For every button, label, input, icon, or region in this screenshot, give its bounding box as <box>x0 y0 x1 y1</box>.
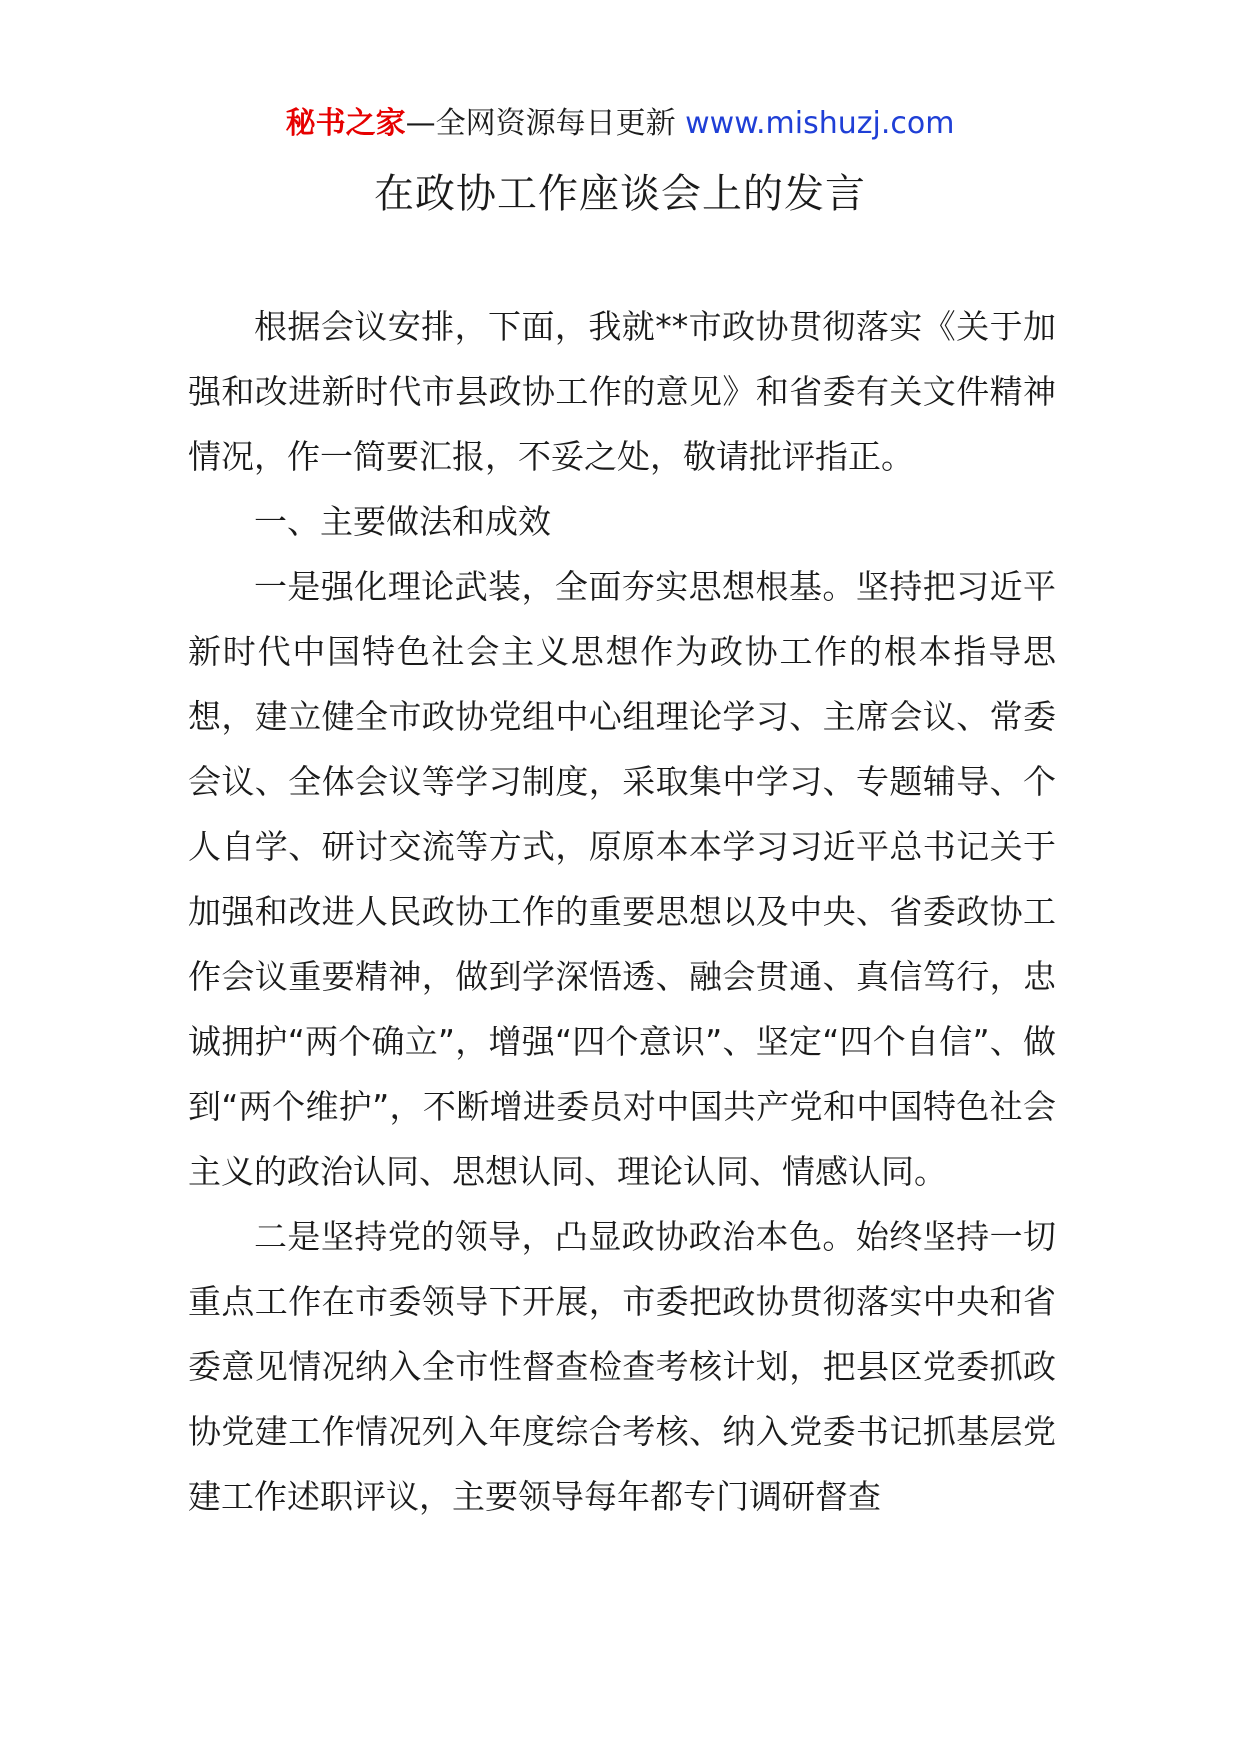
paragraph-point-1: 一是强化理论武装，全面夯实思想根基。坚持把习近平新时代中国特色社会主义思想作为政协工作的根本指导思想，建立健全市政协党组中心组理论学习、主席会议、常委会议、全体会议等学习制度，采取集中学习、专题辅导、个人自学、研讨交流等方式，原原本本学习习近平总书记关于加强和改进人民政协工作的重要思想以及中央、省委政协工作会议重要精神，做到学深悟透、融会贯通、真信笃行，忠诚拥护“两个确立”，增强“四个意识”、坚定“四个自信”、做到“两个维护”，不断增进委员对中国共产党和中国特色社会主义的政治认同、思想认同、理论认同、情感认同。 <box>188 567 1056 1191</box>
header-tagline: —全网资源每日更新 <box>405 106 686 141</box>
website-link[interactable]: www.mishuzj.com <box>685 106 955 141</box>
section-heading: 一、主要做法和成效 <box>254 502 551 541</box>
document-body <box>188 294 1056 1529</box>
paragraph-intro: 根据会议安排，下面，我就**市政协贯彻落实《关于加强和改进新时代市县政协工作的意见》和省委有关文件精神情况，作一简要汇报，不妥之处，敬请批评指正。 <box>188 307 1056 476</box>
document-title: 在政协工作座谈会上的发言 <box>374 171 866 217</box>
site-header <box>0 104 1240 144</box>
brand-name: 秘书之家 <box>285 106 406 141</box>
paragraph-point-2: 二是坚持党的领导，凸显政协政治本色。始终坚持一切重点工作在市委领导下开展，市委把政协贯彻落实中央和省委意见情况纳入全市性督查检查考核计划，把县区党委抓政协党建工作情况列入年度综合考核、纳入党委书记抓基层党建工作述职评议，主要领导每年都专门调研督查 <box>188 1217 1056 1516</box>
